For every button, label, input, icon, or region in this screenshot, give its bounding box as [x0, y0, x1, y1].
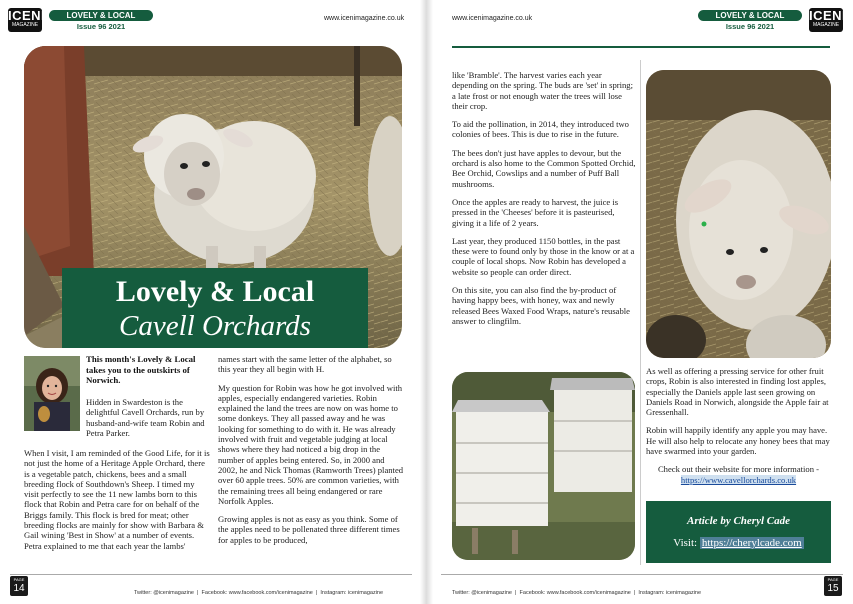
- logo-top-text: ICENI: [8, 8, 46, 23]
- facebook-link[interactable]: Facebook: www.facebook.com/icenimagazine: [201, 590, 313, 596]
- col4-paragraph-1: As well as offering a pressing service for other fruit crops, Robin is also interested in finding lost apples, especially the Daniels apple last seen growing on Daniels Road in Norwich, alongside the Apple fair at Gressenhall.: [646, 366, 829, 418]
- footer-social-left: Twitter: @icenimagazine | Facebook: www.facebook.com/icenimagazine | Instagram: icenimagazine: [134, 590, 384, 596]
- issue-label: Issue 96 2021: [76, 22, 126, 31]
- visit-label: Visit:: [673, 537, 698, 549]
- column-2: [218, 354, 404, 553]
- footer-divider: [10, 574, 412, 575]
- footer-social-right: Twitter: @icenimagazine | Facebook: www.facebook.com/icenimagazine | Instagram: icenimagazine: [452, 590, 702, 596]
- col4-paragraph-2: Robin will happily identify any apple you may have. He will also help to relocate any honey bees that may have swarmed into your garden.: [646, 425, 830, 457]
- col1-paragraph-1: Hidden in Swardeston is the delightful Cavell Orchards, run by husband-and-wife team Robin and Petra Parker.: [86, 397, 205, 438]
- lamb-illustration: [646, 70, 831, 358]
- author-byline: Article by Cheryl Cade: [687, 515, 790, 527]
- issue-label-right: Issue 96 2021: [725, 22, 775, 31]
- website-header-right[interactable]: www.icenimagazine.co.uk: [452, 15, 533, 22]
- footer-divider-right: [441, 574, 843, 575]
- col4-link-wrap: [646, 475, 831, 485]
- cavell-orchards-link[interactable]: https://www.cavellorchards.co.uk: [680, 474, 797, 485]
- left-page: [0, 0, 420, 604]
- column-1-intro: [86, 397, 210, 446]
- facebook-link-right[interactable]: Facebook: www.facebook.com/icenimagazine: [519, 590, 631, 596]
- col3-paragraph-1: like 'Bramble'. The harvest varies each year depending on the spring. The buds are 'set' in spring; a late frost or not enough water the trees will lose their crop.: [452, 70, 633, 111]
- header-rule-right: [452, 46, 830, 48]
- section-pill-right: LOVELY & LOCAL: [698, 10, 802, 21]
- column-4: [646, 366, 831, 493]
- instagram-link[interactable]: Instagram: icenimagazine: [320, 590, 384, 596]
- col3-paragraph-4: Once the apples are ready to harvest, the juice is pressed in the 'Cheeses' before it is pasteurised, giving it a life of 2 years.: [452, 196, 619, 228]
- lamb-photo: [646, 70, 831, 358]
- page-number-left: PAGE 14: [10, 576, 28, 596]
- col3-paragraph-5: Last year, they produced 1150 bottles, in the past these were to found only by those in the know or at a couple of local shops. Now Robin has developed a website so people can order direct.: [452, 235, 635, 277]
- website-header[interactable]: www.icenimagazine.co.uk: [324, 15, 405, 22]
- section-pill: LOVELY & LOCAL: [49, 10, 153, 21]
- col4-paragraph-3: Check out their website for more information -: [657, 464, 820, 475]
- twitter-link-right[interactable]: Twitter: @icenimagazine: [452, 590, 512, 596]
- author-visit: [646, 537, 831, 549]
- twitter-link[interactable]: Twitter: @icenimagazine: [134, 590, 194, 596]
- column-3: [452, 70, 638, 334]
- col3-paragraph-2: To aid the pollination, in 2014, they introduced two colonies of bees. This is due to rise in the future.: [452, 119, 629, 140]
- column-1: [24, 448, 210, 559]
- lead-paragraph: This month's Lovely & Local takes you to the outskirts of Norwich.: [86, 354, 196, 385]
- col1-paragraph-2: When I visit, I am reminded of the Good Life, for it is not just the home of a Heritage Apple Orchard, there is a vegetable patch, chickens, bees and a small breeding flock of Southdown's Sheep. I timed my visit perfectly to see the 11 new lambs born to this flock that Robin and Petra care for on behalf of the Briggs family. This flock is bred for meat; other breeding flocks are mainly for show with Barbara & Gail wining 'Best in Show' at a number of events. Petra explained to me that each year the lambs': [24, 448, 210, 551]
- iceni-logo-right: ICENI MAGAZINE: [809, 8, 843, 32]
- logo-bottom-text: MAGAZINE: [11, 22, 39, 28]
- col2-paragraph-2: My question for Robin was how he got involved with apples, especially endangered varieties. Robin explained the land the trees are now on was home to some donkeys. They all passed away and he was looking for something to do with it. He was already involved with fruit and vegetable judging at local shows where they had noticed a big drop in the number of apples being entered. So, in 2000 and 2002, he and Nick Thomas (Ramworth Trees) planted over 60 apple trees. 50% are common varieties, with the remaining trees all being endangered or rare Norfolk Apples.: [218, 382, 404, 506]
- col3-paragraph-6: On this site, you can also find the by-product of having happy bees, with honey, wax and newly released Bees Waxed Food Wraps, nature's reusable answer to clingfilm.: [452, 285, 630, 326]
- author-website-link[interactable]: https://cherylcade.com: [701, 537, 802, 549]
- col3-paragraph-3: The bees don't just have apples to devour, but the orchard is also home to the Common Spotted Orchid, Bee Orchid, Cowslips and a number of Puff Ball mushrooms.: [452, 147, 636, 189]
- title-banner: [62, 268, 368, 348]
- author-box: [646, 501, 831, 563]
- author-portrait: [24, 356, 80, 431]
- page-number-right: PAGE 15: [824, 576, 842, 596]
- col2-paragraph-3: Growing apples is not as easy as you think. Some of the apples need to be pollenated three different times for apples to be produced,: [218, 514, 400, 545]
- iceni-logo: [8, 8, 46, 32]
- author-photo: [24, 356, 80, 431]
- beehive-illustration: [452, 372, 635, 560]
- title-line2: Cavell Orchards: [119, 310, 311, 342]
- spine-gutter: [420, 0, 433, 604]
- instagram-link-right[interactable]: Instagram: icenimagazine: [638, 590, 702, 596]
- column-divider: [640, 60, 641, 565]
- col2-paragraph-1: names start with the same letter of the alphabet, so this year they all begin with H.: [218, 354, 392, 375]
- beehive-photo: [452, 372, 635, 560]
- title-line1: Lovely & Local: [115, 275, 315, 308]
